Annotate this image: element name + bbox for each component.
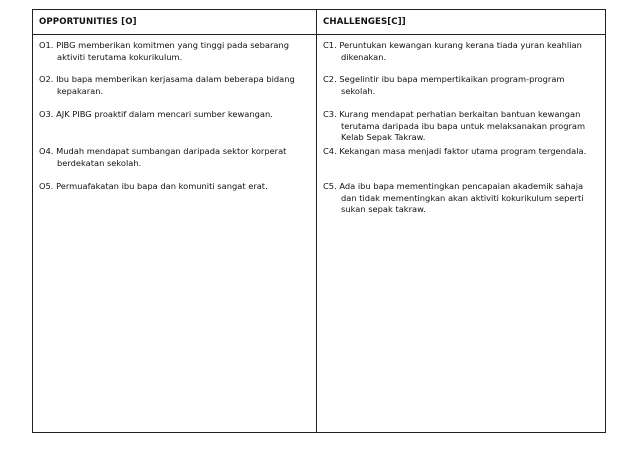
item-line: O4. Mudah mendapat sumbangan daripada sektor korperat (39, 146, 287, 156)
opportunity-item (39, 74, 311, 97)
item-line: O2. Ibu bapa memberikan kerjasama dalam beberapa bidang (39, 74, 295, 84)
challenge-item (323, 40, 601, 63)
challenge-item (323, 181, 601, 216)
item-line: O1. PIBG memberikan komitmen yang tinggi pada sebarang (39, 40, 290, 50)
item-line: kepakaran. (57, 85, 104, 96)
item-line: C4. Kekangan masa menjadi faktor utama program tergendala. (323, 146, 587, 156)
opportunity-item (39, 146, 311, 169)
item-line: C3. Kurang mendapat perhatian berkaitan bantuan kewangan (323, 109, 581, 119)
item-line: dan tidak mementingkan akan aktiviti kokurikulum seperti (341, 192, 584, 203)
item-line: sekolah. (341, 85, 376, 96)
column-divider (316, 10, 317, 432)
opportunity-item (39, 40, 311, 63)
challenge-item (323, 146, 601, 158)
item-line: C1. Peruntukan kewangan kurang kerana tiada yuran keahlian (323, 40, 582, 50)
item-line: terutama daripada ibu bapa untuk melaksanakan program (341, 120, 586, 131)
header-divider (33, 34, 605, 35)
opportunity-item (39, 181, 311, 193)
challenge-item (323, 109, 601, 144)
oc-table (32, 9, 606, 433)
item-line: C5. Ada ibu bapa mementingkan pencapaian akademik sahaja (323, 181, 584, 191)
opportunity-item (39, 109, 311, 121)
item-line: C2. Segelintir ibu bapa mempertikaikan program-program (323, 74, 565, 84)
item-line: dikenakan. (341, 51, 387, 62)
item-line: O3. AJK PIBG proaktif dalam mencari sumber kewangan. (39, 109, 273, 119)
challenges-header: CHALLENGES[C]] (323, 17, 406, 27)
item-line: sukan sepak takraw. (341, 204, 426, 214)
item-line: Kelab Sepak Takraw. (341, 132, 426, 142)
challenge-item (323, 74, 601, 97)
opportunities-header: OPPORTUNITIES [O] (39, 17, 137, 27)
item-line: berdekatan sekolah. (57, 157, 142, 168)
item-line: O5. Permuafakatan ibu bapa dan komuniti sangat erat. (39, 181, 268, 191)
item-line: aktiviti terutama kokurikulum. (57, 51, 183, 62)
